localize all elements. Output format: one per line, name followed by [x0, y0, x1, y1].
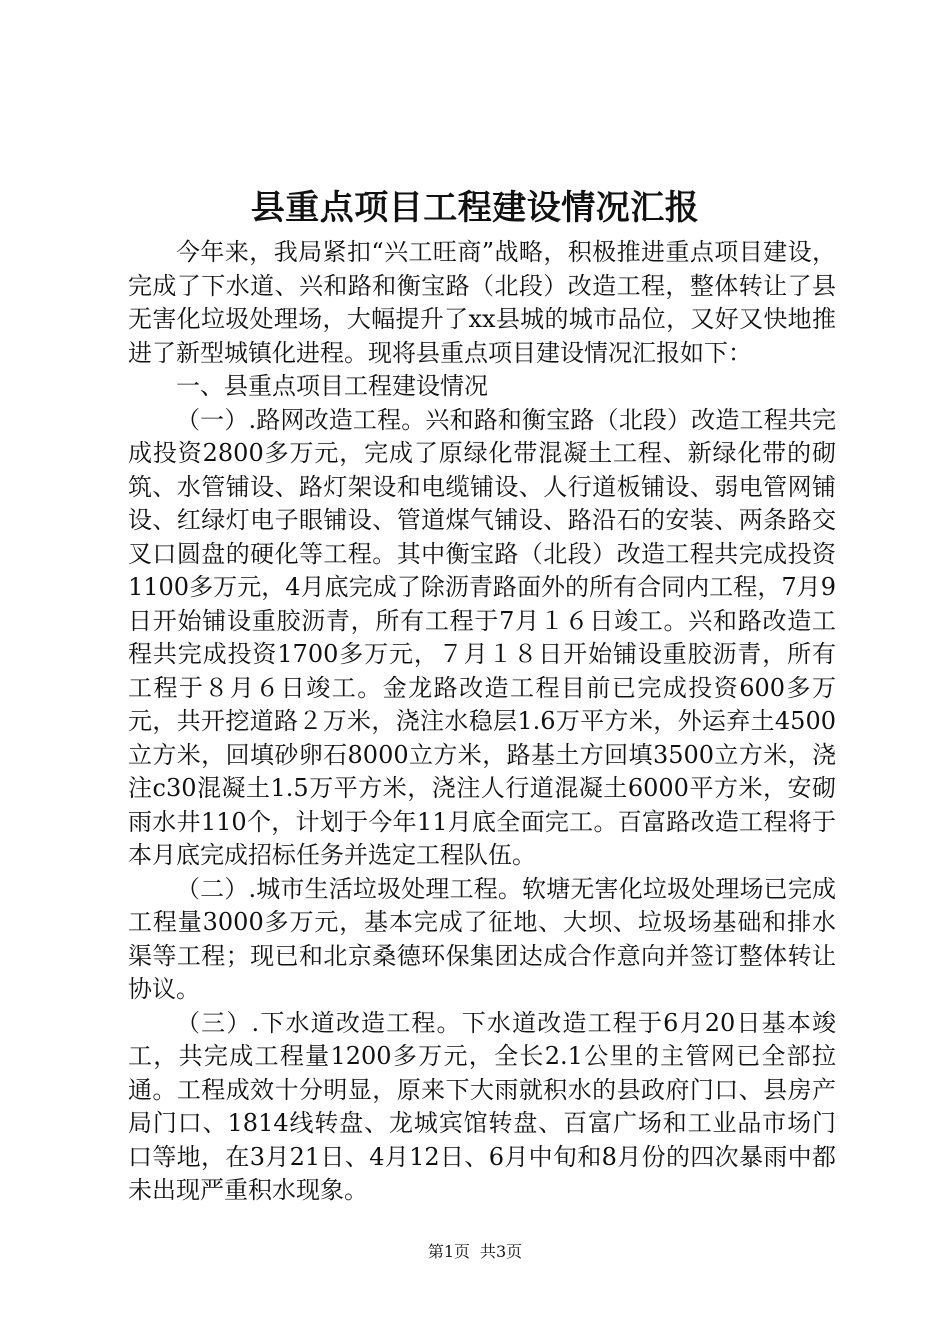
intro-paragraph: 今年来，我局紧扣“兴工旺商”战略，积极推进重点项目建设，完成了下水道、兴和路和衡宝路（北段）改造工程，整体转让了县无害化垃圾处理场，大幅提升了xx县城的城市品位，又好又快地推进了新型城镇化进程。现将县重点项目建设情况汇报如下：	[128, 238, 836, 367]
page-number: 第1页	[427, 1242, 470, 1261]
sewer-paragraph: （三）.下水道改造工程。下水道改造工程于6月20日基本竣工，共完成工程量1200多万元，全长2.1公里的主管网已全部拉通。工程成效十分明显，原来下大雨就积水的县政府门口、县房产局门口、1814线转盘、龙城宾馆转盘、百富广场和工业品市场门口等地，在3月21日、4月12日、6月中旬和8月份的四次暴雨中都未出现严重积水现象。	[128, 1008, 836, 1204]
page-total: 共3页	[480, 1242, 523, 1261]
document-title: 县重点项目工程建设情况汇报	[250, 188, 700, 228]
section-heading: 一、县重点项目工程建设情况	[176, 372, 488, 400]
road-network-paragraph: （一）.路网改造工程。兴和路和衡宝路（北段）改造工程共完成投资2800多万元，完成了原绿化带混凝土工程、新绿化带的砌筑、水管铺设、路灯架设和电缆铺设、人行道板铺设、弱电管网铺设、红绿灯电子眼铺设、管道煤气铺设、路沿石的安装、两条路交叉口圆盘的硬化等工程。其中衡宝路（北段）改造工程共完成投资1100多万元，4月底完成了除沥青路面外的所有合同内工程，7月9日开始铺设重胶沥青，所有工程于7月１６日竣工。兴和路改造工程共完成投资1700多万元，７月１８日开始铺设重胶沥青，所有工程于８月６日竣工。金龙路改造工程目前已完成投资600多万元，共开挖道路２万米，浇注水稳层1.6万平方米，外运弃土4500立方米，回填砂卵石8000立方米，路基土方回填3500立方米，浇注c30混凝土1.5万平方米，浇注人行道混凝土6000平方米，安砌雨水井110个，计划于今年11月底全面完工。百富路改造工程将于本月底完成招标任务并选定工程队伍。	[128, 405, 836, 869]
garbage-treatment-paragraph: （二）.城市生活垃圾处理工程。软塘无害化垃圾处理场已完成工程量3000多万元，基本完成了征地、大坝、垃圾场基础和排水渠等工程；现已和北京桑德环保集团达成合作意向并签订整体转让协议。	[128, 874, 836, 1003]
document-body	[128, 236, 836, 1208]
page-footer	[0, 1240, 950, 1264]
